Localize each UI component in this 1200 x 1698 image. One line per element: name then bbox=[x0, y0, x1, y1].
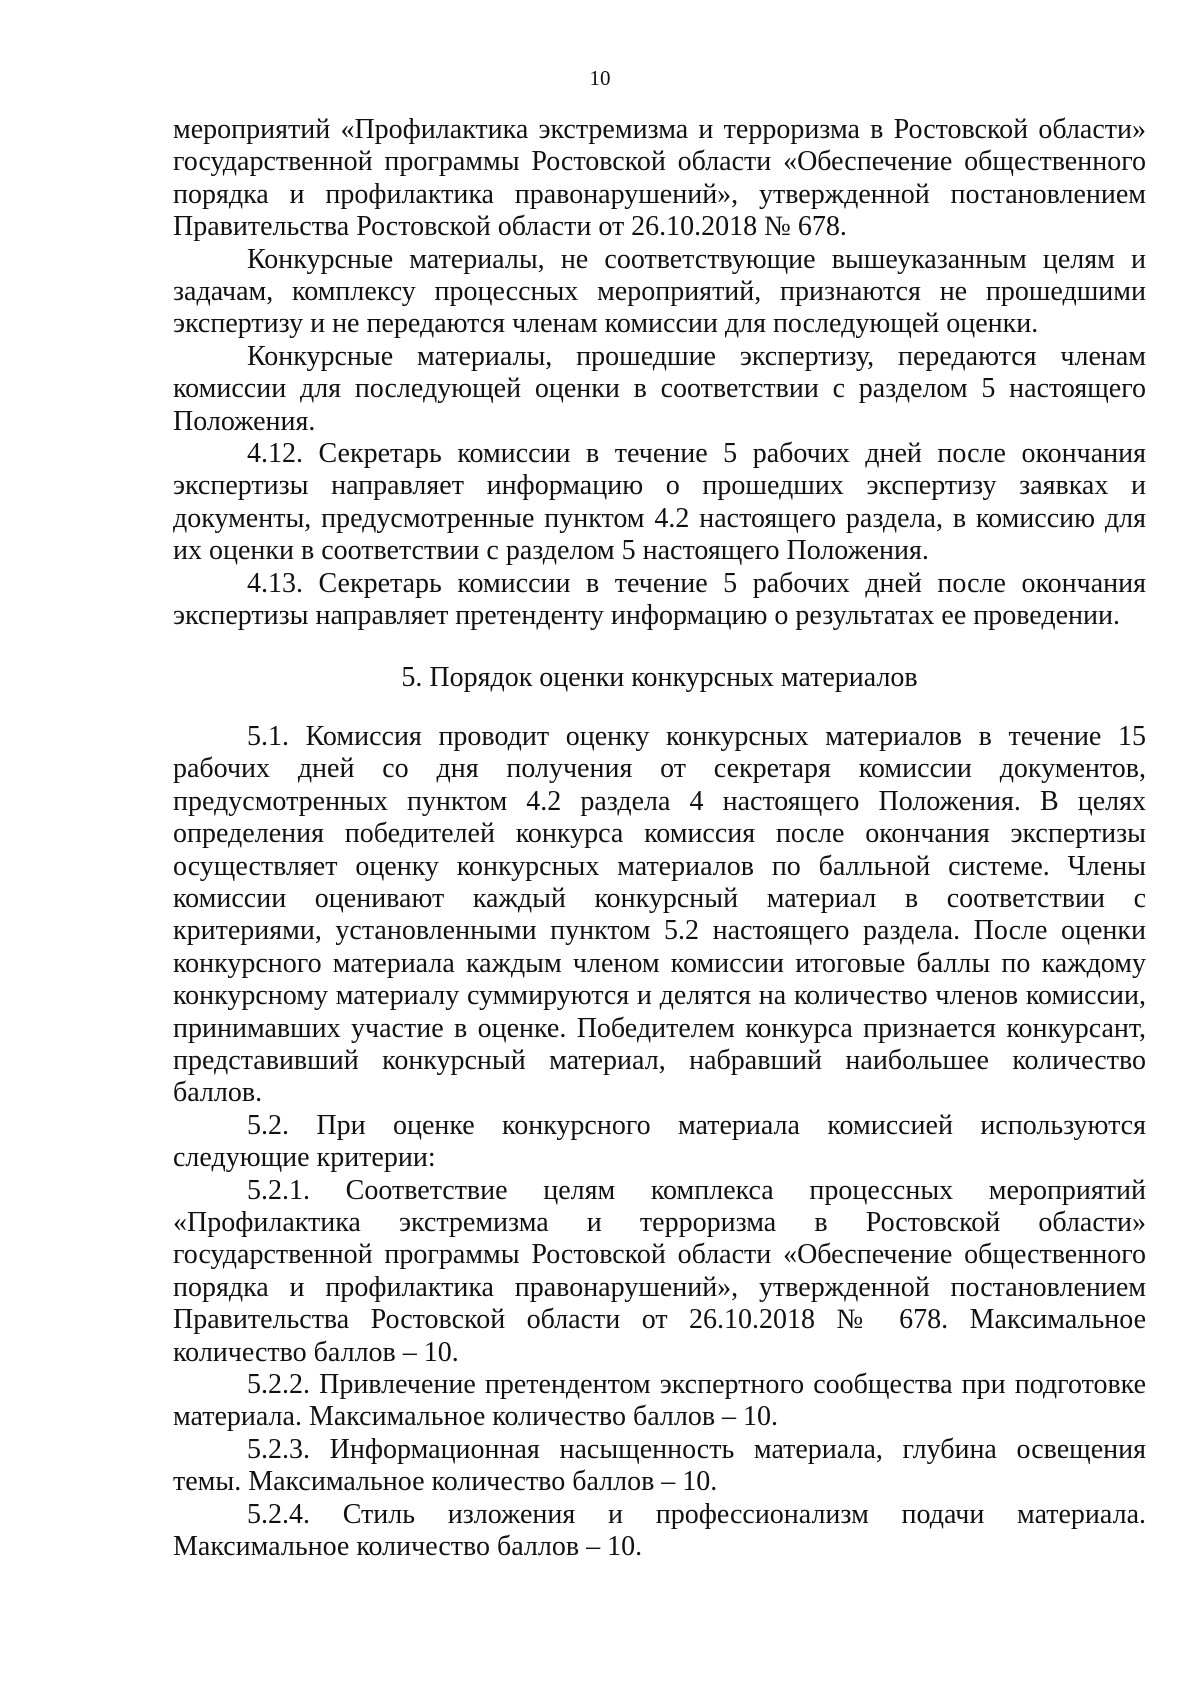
section-heading-5: 5. Порядок оценки конкурсных материалов bbox=[401, 661, 918, 693]
paragraph-continuation: мероприятий «Профилактика экстремизма и терроризма в Ростовской области» государственной программы Ростовской области «Обеспечение общественного порядка и профилактика правонарушений», утвержденной постановлением Правительства Ростовской области от 26.10.2018 № 678. bbox=[173, 114, 1146, 243]
paragraph-accepted-materials: Конкурсные материалы, прошедшие экспертизу, передаются членам комиссии для последующей оценки в соответствии с разделом 5 настоящего Положения. bbox=[173, 340, 1146, 437]
clause-5-2: 5.2. При оценке конкурсного материала комиссией используются следующие критерии: bbox=[173, 1109, 1146, 1174]
document-body bbox=[173, 114, 1146, 1563]
clause-5-2-4: 5.2.4. Стиль изложения и профессионализм подачи материала. Максимальное количество баллов – 10. bbox=[173, 1498, 1146, 1563]
paragraph-rejected-materials: Конкурсные материалы, не соответствующие вышеуказанным целям и задачам, комплексу процессных мероприятий, признаются не прошедшими экспертизу и не передаются членам комиссии для последующей оценки. bbox=[173, 243, 1146, 340]
clause-5-2-3: 5.2.3. Информационная насыщенность материала, глубина освещения темы. Максимальное количество баллов – 10. bbox=[173, 1433, 1146, 1498]
clause-5-1: 5.1. Комиссия проводит оценку конкурсных материалов в течение 15 рабочих дней со дня получения от секретаря комиссии документов, предусмотренных пунктом 4.2 раздела 4 настоящего Положения. В целях определения победителей конкурса комиссия после окончания экспертизы осуществляет оценку конкурсных материалов по балльной системе. Члены комиссии оценивают каждый конкурсный материал в соответствии с критериями, установленными пунктом 5.2 настоящего раздела. После оценки конкурсного материала каждым членом комиссии итоговые баллы по каждому конкурсному материалу суммируются и делятся на количество членов комиссии, принимавших участие в оценке. Победителем конкурса признается конкурсант, представивший конкурсный материал, набравший наибольшее количество баллов. bbox=[173, 720, 1146, 1109]
page-number: 10 bbox=[589, 66, 611, 90]
clause-4-12: 4.12. Секретарь комиссии в течение 5 рабочих дней после окончания экспертизы направляет информацию о прошедших экспертизу заявках и документы, предусмотренные пунктом 4.2 настоящего раздела, в комиссию для их оценки в соответствии с разделом 5 настоящего Положения. bbox=[173, 438, 1146, 567]
clause-5-2-1: 5.2.1. Соответствие целям комплекса процессных мероприятий «Профилактика экстремизма и терроризма в Ростовской области» государственной программы Ростовской области «Обеспечение общественного порядка и профилактика правонарушений», утвержденной постановлением Правительства Ростовской области от 26.10.2018 № 678. Максимальное количество баллов – 10. bbox=[173, 1174, 1146, 1368]
clause-5-2-2: 5.2.2. Привлечение претендентом экспертного сообщества при подготовке материала. Максимальное количество баллов – 10. bbox=[173, 1369, 1146, 1433]
clause-4-13: 4.13. Секретарь комиссии в течение 5 рабочих дней после окончания экспертизы направляет претенденту информацию о результатах ее проведении. bbox=[173, 567, 1146, 632]
